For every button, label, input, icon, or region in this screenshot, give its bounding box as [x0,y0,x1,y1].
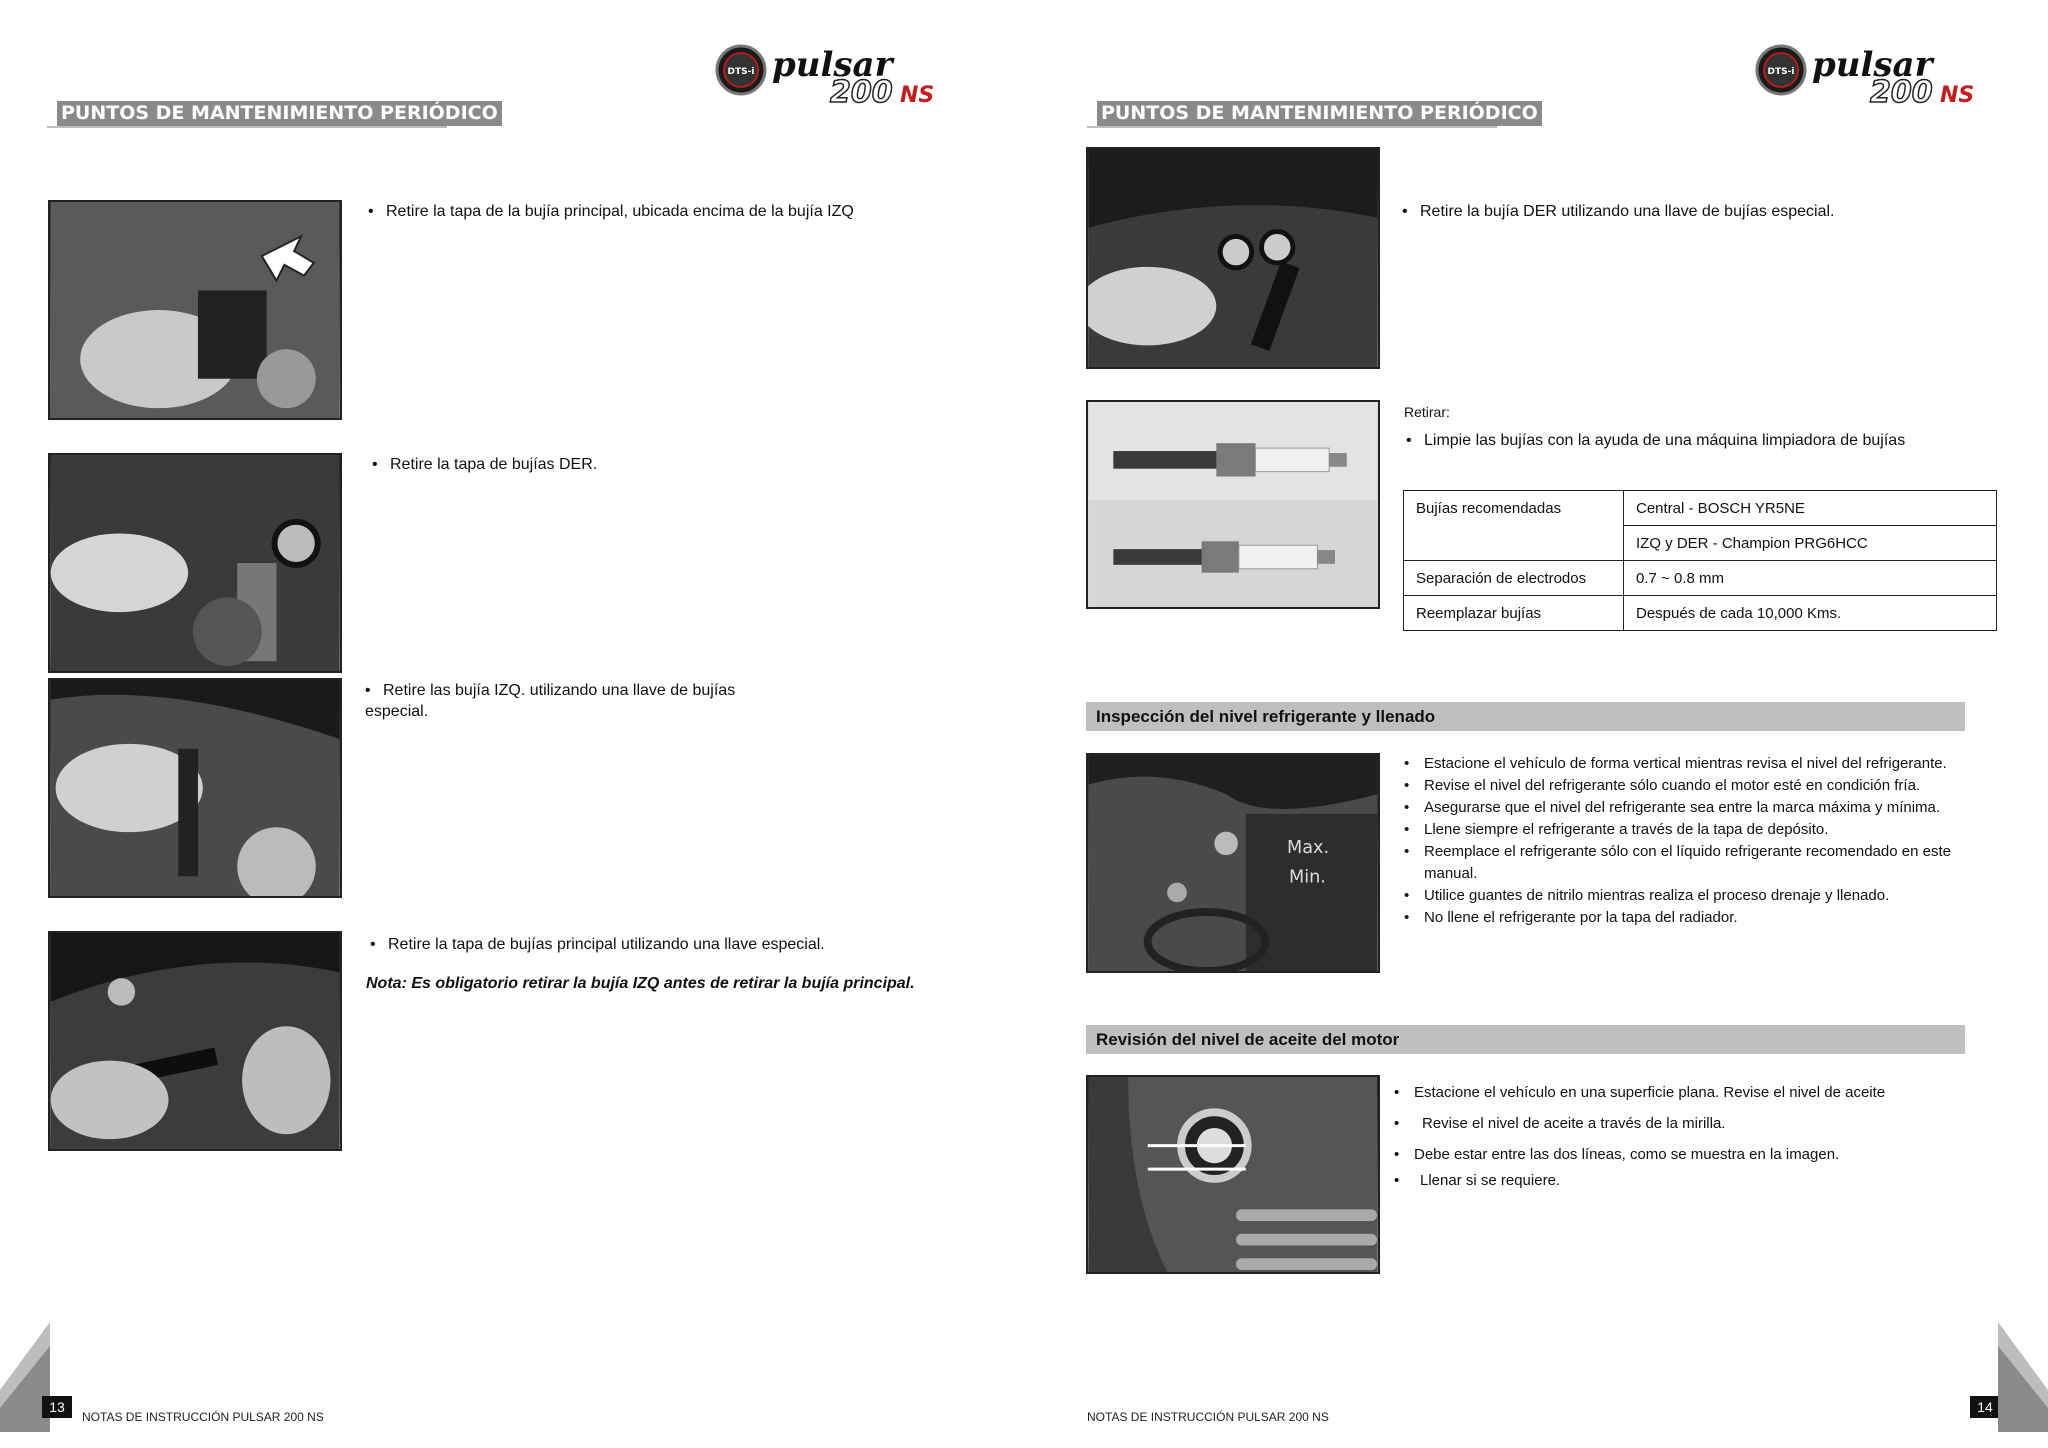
page-number-left: 13 [42,1396,72,1418]
pulsar-logo [712,42,962,106]
list-item: • Revise el nivel de aceite a través de la mirilla. [1390,1109,1990,1139]
step-2-text: • Retire la tapa de bujías DER. [372,456,598,473]
table-cell-label: Bujías recomendadas [1404,491,1624,526]
table-cell-label: Reemplazar bujías [1404,596,1624,631]
corner-decoration-right [1998,1322,2048,1432]
photo-main-plug-removal [48,931,342,1151]
svg-text:Min.: Min. [1288,867,1326,888]
coolant-section-title: Inspección del nivel refrigerante y llenado [1086,702,1965,731]
coolant-instructions-list [1400,753,1970,929]
svg-text:NS: NS [900,83,935,106]
photo-main-plug-cap [48,200,342,420]
photo-left-plug-removal [48,678,342,898]
pulsar-logo-right [1752,42,2002,106]
table-cell-label [1404,526,1624,561]
clean-plugs-text: • Limpie las bujías con la ayuda de una máquina limpiadora de bujías [1406,432,1906,449]
photo-oil-sight-glass [1086,1075,1380,1274]
list-item: • Reemplace el refrigerante sólo con el líquido refrigerante recomendado en este manual. [1400,841,1970,885]
table-row [1404,561,1997,596]
table-cell-value: Central - BOSCH YR5NE [1624,491,1997,526]
photo-spark-plugs [1086,400,1380,609]
list-item: • Estacione el vehículo en una superficie plana. Revise el nivel de aceite [1390,1077,1990,1109]
list-item: • Llene siempre el refrigerante a través de la tapa de depósito. [1400,819,1970,841]
step-4-text: • Retire la tapa de bujías principal utilizando una llave especial. [370,936,825,953]
table-cell-value: Después de cada 10,000 Kms. [1624,596,1997,631]
svg-text:pulsar: pulsar [1812,45,1933,85]
svg-text:NS: NS [1940,83,1975,106]
footer-text-left: NOTAS DE INSTRUCCIÓN PULSAR 200 NS [82,1410,324,1424]
table-cell-label: Separación de electrodos [1404,561,1624,596]
list-item: • Revise el nivel del refrigerante sólo cuando el motor esté en condición fría. [1400,775,1970,797]
photo-coolant-reservoir [1086,753,1380,973]
list-item: • No llene el refrigerante por la tapa del radiador. [1400,907,1970,929]
footer-text-right: NOTAS DE INSTRUCCIÓN PULSAR 200 NS [1087,1410,1329,1424]
svg-text:DTS-i: DTS-i [727,67,755,77]
page-header-title: PUNTOS DE MANTENIMIENTO PERIÓDICO [57,101,502,126]
svg-text:Max.: Max. [1287,838,1330,859]
list-item: • Llenar si se requiere. [1390,1171,1990,1191]
photo-right-plug-removal [1086,147,1380,369]
retirar-label: Retirar: [1404,404,1450,420]
list-item: • Utilice guantes de nitrilo mientras realiza el proceso drenaje y llenado. [1400,885,1970,907]
step-3-text: • Retire las bujía IZQ. utilizando una llave de bujías especial. [365,682,736,720]
table-row [1404,596,1997,631]
svg-text:DTS-i: DTS-i [1767,67,1795,77]
svg-text:200: 200 [1870,75,1933,106]
table-cell-value: 0.7 ~ 0.8 mm [1624,561,1997,596]
step-1-text: • Retire la tapa de la bujía principal, ubicada encima de la bujía IZQ [368,203,854,220]
table-cell-value: IZQ y DER - Champion PRG6HCC [1624,526,1997,561]
svg-text:pulsar: pulsar [772,45,893,85]
page-header-title-right: PUNTOS DE MANTENIMIENTO PERIÓDICO [1097,101,1542,126]
header-rule [47,126,447,128]
oil-section-title: Revisión del nivel de aceite del motor [1086,1025,1965,1054]
table-row [1404,526,1997,561]
list-item: • Asegurarse que el nivel del refrigerante sea entre la marca máxima y mínima. [1400,797,1970,819]
table-row [1404,491,1997,526]
header-rule-right [1087,126,1497,128]
photo-right-plug-cap [48,453,342,673]
page-number-right: 14 [1970,1396,2000,1418]
list-item: • Estacione el vehículo de forma vertical mientras revisa el nivel del refrigerante. [1400,753,1970,775]
oil-instructions-list [1390,1077,1990,1191]
note-text: Nota: Es obligatorio retirar la bujía IZQ antes de retirar la bujía principal. [366,975,915,992]
spark-plug-spec-table [1403,490,1997,631]
svg-text:200: 200 [830,75,893,106]
right-step-1-text: • Retire la bujía DER utilizando una llave de bujías especial. [1402,203,1835,220]
list-item: • Debe estar entre las dos líneas, como se muestra en la imagen. [1390,1139,1990,1171]
